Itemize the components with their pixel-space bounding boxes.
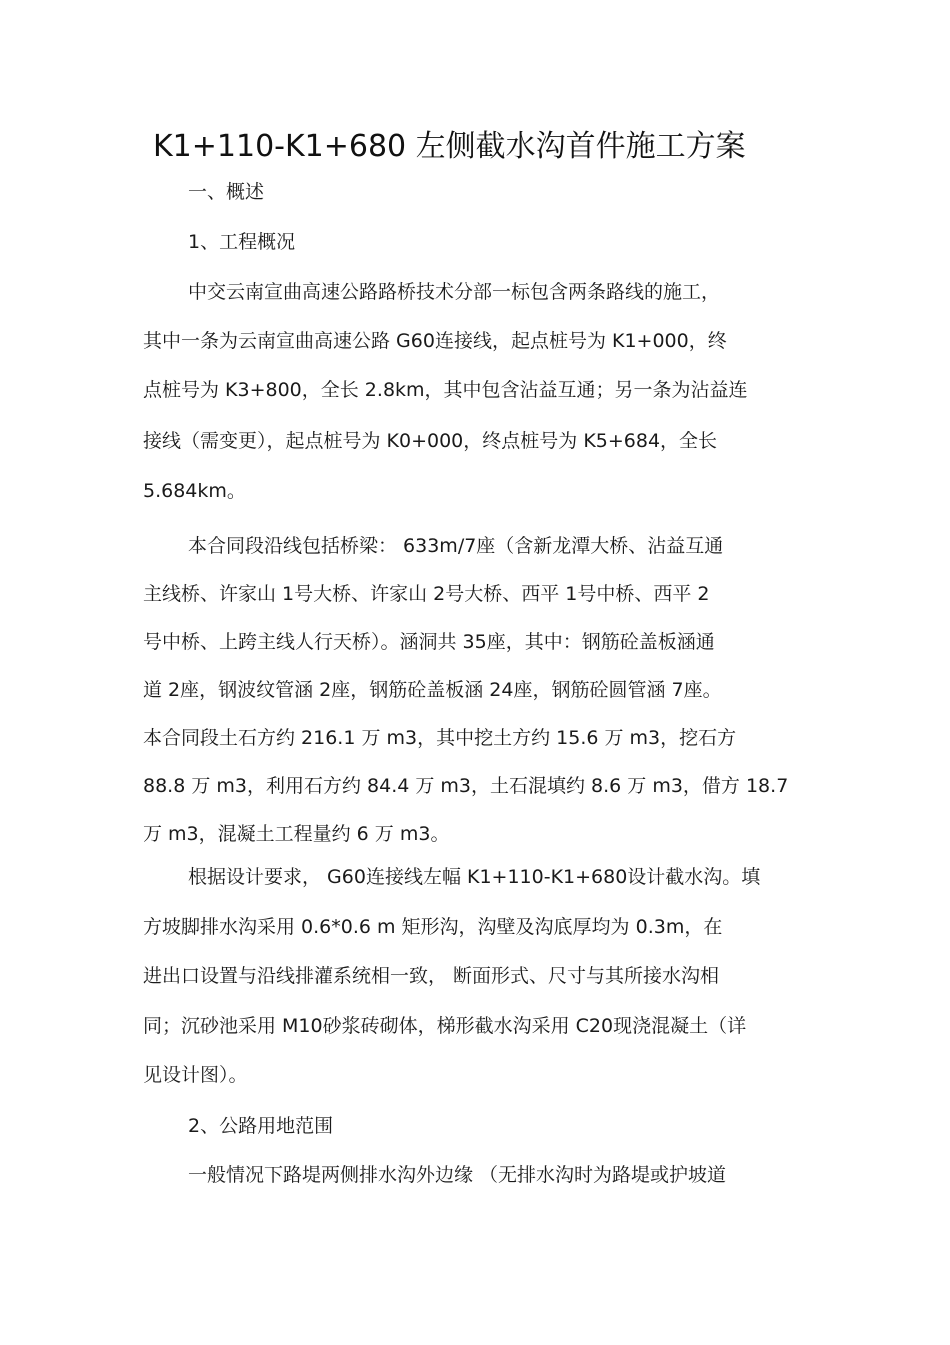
text-line: 进出口设置与沿线排灌系统相一致， 断面形式、尺寸与其所接水沟相 xyxy=(143,965,720,987)
text-line: 道 2座，钢波纹管涵 2座，钢筋砼盖板涵 24座，钢筋砼圆管涵 7座。 xyxy=(143,679,722,701)
subsection-heading-project-overview: 1、工程概况 xyxy=(188,231,296,253)
text-line: 其中一条为云南宣曲高速公路 G60连接线，起点桩号为 K1+000，终 xyxy=(143,330,727,352)
text-line: 本合同段沿线包括桥梁： 633m/7座（含新龙潭大桥、沾益互通 xyxy=(188,535,724,557)
text-line: 主线桥、许家山 1号大桥、许家山 2号大桥、西平 1号中桥、西平 2 xyxy=(143,583,710,605)
text-line: 根据设计要求， G60连接线左幅 K1+110-K1+680设计截水沟。填 xyxy=(188,866,761,888)
text-line: 点桩号为 K3+800，全长 2.8km，其中包含沾益互通；另一条为沾益连 xyxy=(143,379,748,401)
text-line: 88.8 万 m3，利用石方约 84.4 万 m3，土石混填约 8.6 万 m3，借方 18.7 xyxy=(143,775,789,797)
text-line: 号中桥、上跨主线人行天桥）。涵洞共 35座，其中：钢筋砼盖板涵通 xyxy=(143,631,715,653)
text-line: 接线（需变更），起点桩号为 K0+000，终点桩号为 K5+684，全长 xyxy=(143,430,718,452)
text-line: 方坡脚排水沟采用 0.6*0.6 m 矩形沟，沟壁及沟底厚均为 0.3m，在 xyxy=(143,916,723,938)
text-line: 同；沉砂池采用 M10砂浆砖砌体，梯形截水沟采用 C20现浇混凝土（详 xyxy=(143,1015,747,1037)
text-line: 中交云南宣曲高速公路路桥技术分部一标包含两条路线的施工， xyxy=(188,281,721,303)
section-heading-overview: 一、概述 xyxy=(188,181,265,203)
document-title: K1+110-K1+680 左侧截水沟首件施工方案 xyxy=(153,129,746,164)
text-line: 一般情况下路堤两侧排水沟外边缘 （无排水沟时为路堤或护坡道 xyxy=(188,1164,727,1186)
text-line: 见设计图）。 xyxy=(143,1064,248,1086)
subsection-heading-land-scope: 2、公路用地范围 xyxy=(188,1115,334,1137)
text-line: 本合同段土石方约 216.1 万 m3，其中挖土方约 15.6 万 m3，挖石方 xyxy=(143,727,737,749)
text-line: 5.684km。 xyxy=(143,480,246,502)
text-line: 万 m3，混凝土工程量约 6 万 m3。 xyxy=(143,823,450,845)
